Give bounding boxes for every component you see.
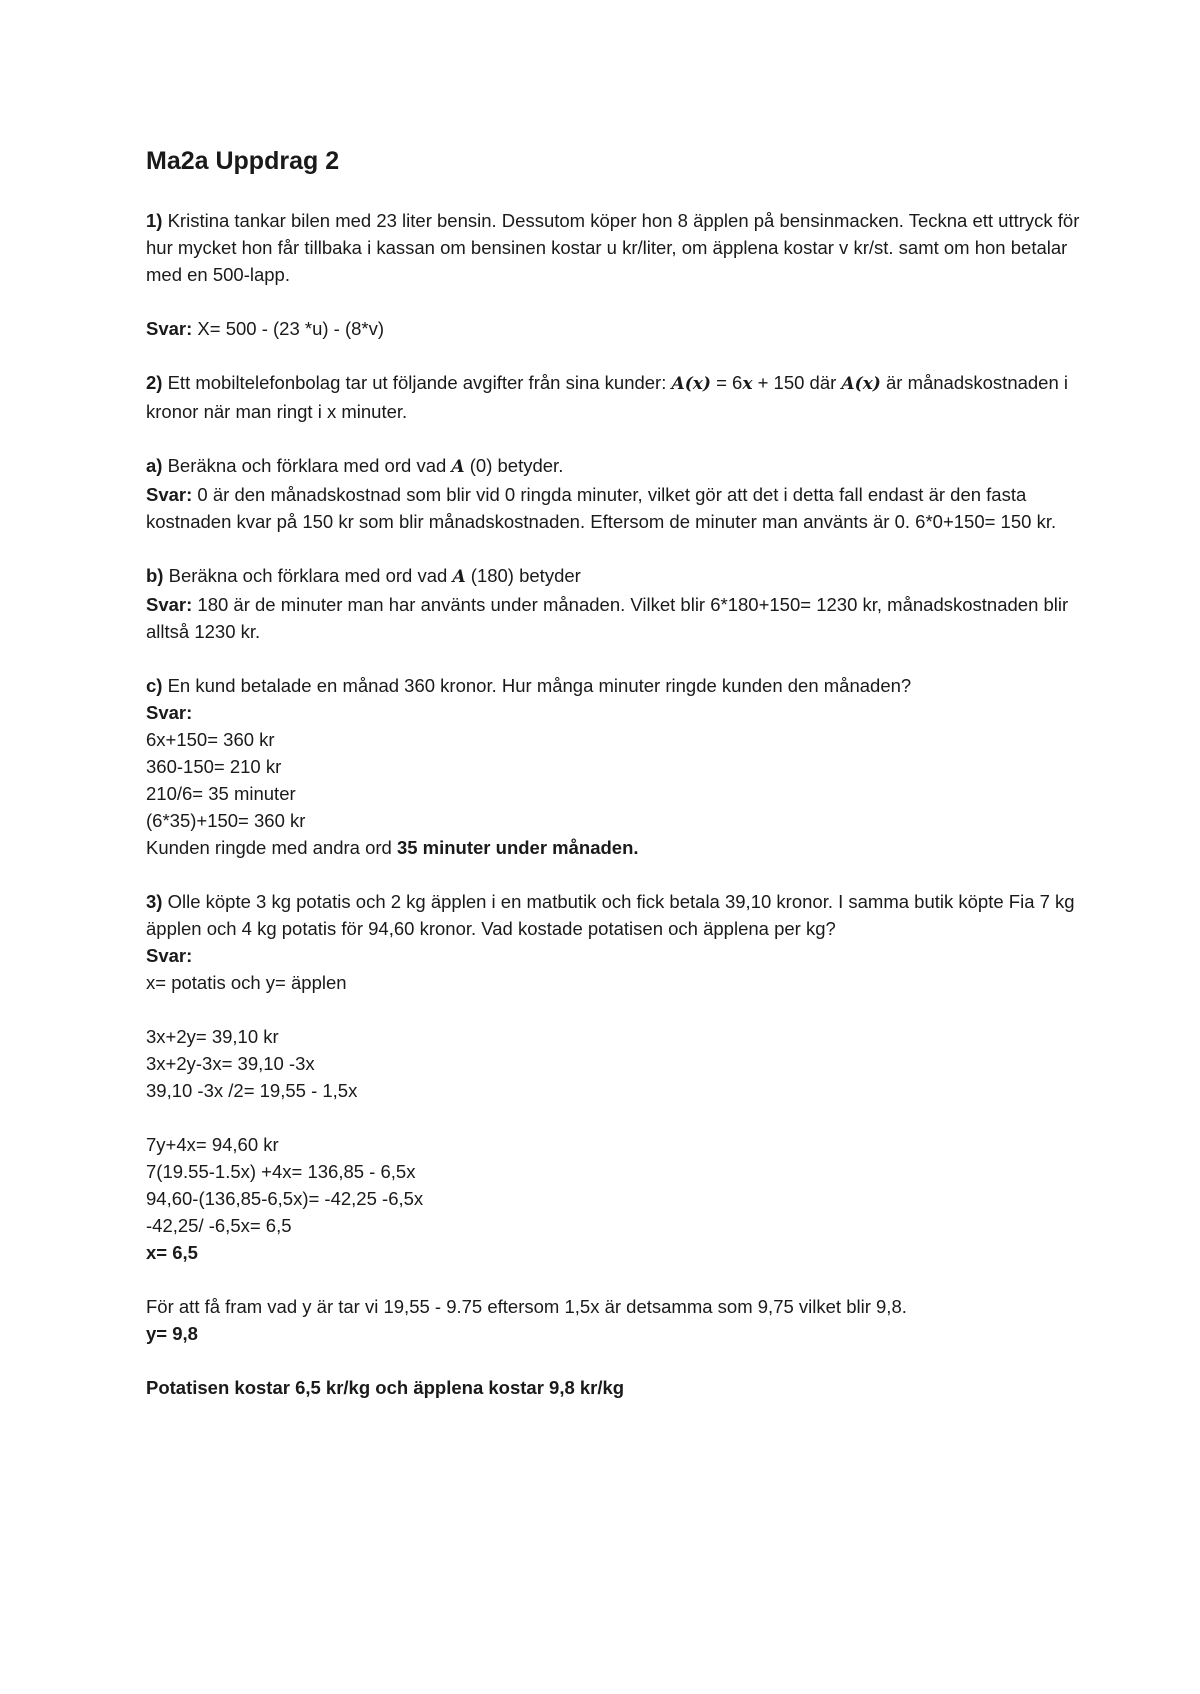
question-2-text-d: är månadskostnaden i kronor när man ringt i x minuter. <box>146 372 1069 422</box>
question-2c-number: c) <box>146 675 163 696</box>
answer-2a-label: Svar: <box>146 484 193 505</box>
answer-1 <box>146 315 1086 342</box>
calc-line: 3x+2y-3x= 39,10 -3x <box>146 1053 315 1074</box>
answer-2b <box>146 591 1086 645</box>
calc-line: (6*35)+150= 360 kr <box>146 810 306 831</box>
question-2-text-c: + 150 där <box>752 372 842 393</box>
answer-3-label-text: Svar: <box>146 945 193 966</box>
calc-line: 3x+2y= 39,10 kr <box>146 1026 279 1047</box>
answer-2a-text: 0 är den månadskostnad som blir vid 0 ringda minuter, vilket gör att det i detta fall endast är den fasta kostnaden kvar på 150 kr som blir månadskostnaden. Eftersom de minuter man använts är 0. 6*0+150= 150 kr. <box>146 484 1057 532</box>
math-function-a-2b: A <box>452 567 466 587</box>
calc-line: 7y+4x= 94,60 kr <box>146 1134 279 1155</box>
y-explanation: För att få fram vad y är tar vi 19,55 - 9.75 eftersom 1,5x är detsamma som 9,75 vilket blir 9,8. <box>146 1296 907 1317</box>
calc-line: 7(19.55-1.5x) +4x= 136,85 - 6,5x <box>146 1161 416 1182</box>
question-1 <box>146 207 1086 288</box>
question-1-text: Kristina tankar bilen med 23 liter bensin. Dessutom köper hon 8 äpplen på bensinmacken. Teckna ett uttryck för hur mycket hon får tillbaka i kassan om bensinen kostar u kr/liter, om äpplena kostar v kr/st. samt om hon betalar med en 500-lapp. <box>146 210 1080 285</box>
question-2a-number: a) <box>146 455 163 476</box>
calc-line: 360-150= 210 kr <box>146 756 282 777</box>
question-2c <box>146 672 1086 699</box>
question-1-number: 1) <box>146 210 163 231</box>
document-content <box>146 145 1086 1401</box>
question-2-text-a: Ett mobiltelefonbolag tar ut följande avgifter från sina kunder: <box>162 372 672 393</box>
variable-definition: x= potatis och y= äpplen <box>146 972 347 993</box>
calc-line: 94,60-(136,85-6,5x)= -42,25 -6,5x <box>146 1188 424 1209</box>
y-result <box>146 1320 1086 1347</box>
answer-3-label <box>146 942 1086 969</box>
answer-2b-label: Svar: <box>146 594 193 615</box>
answer-2c-conclusion <box>146 834 1086 861</box>
final-answer <box>146 1374 1086 1401</box>
math-function-a-2a: A <box>451 457 465 477</box>
answer-2c-label-text: Svar: <box>146 702 193 723</box>
calc-line: 6x+150= 360 kr <box>146 729 275 750</box>
answer-1-text: X= 500 - (23 *u) - (8*v) <box>192 318 385 339</box>
math-variable-x: x <box>742 374 753 394</box>
question-2b-text-b: (180) betyder <box>465 565 581 586</box>
calc-line: -42,25/ -6,5x= 6,5 <box>146 1215 292 1236</box>
question-3 <box>146 888 1086 942</box>
answer-1-label: Svar: <box>146 318 193 339</box>
calc-line: 210/6= 35 minuter <box>146 783 296 804</box>
answer-2c-label <box>146 699 1086 726</box>
question-2c-text: En kund betalade en månad 360 kronor. Hur många minuter ringde kunden den månaden? <box>162 675 912 696</box>
y-result-text: y= 9,8 <box>146 1323 198 1344</box>
question-2a-text-a: Beräkna och förklara med ord vad <box>162 455 452 476</box>
page-title: Ma2a Uppdrag 2 <box>146 147 340 175</box>
question-2-number: 2) <box>146 372 163 393</box>
calc-line: 39,10 -3x /2= 19,55 - 1,5x <box>146 1080 358 1101</box>
question-2-text-b: = 6 <box>710 372 743 393</box>
question-2b <box>146 562 1086 591</box>
question-2 <box>146 369 1086 425</box>
x-result <box>146 1239 1086 1266</box>
conclusion-bold: 35 minuter under månaden. <box>396 837 639 858</box>
math-function-a-2: A(x) <box>841 374 881 394</box>
answer-2a <box>146 481 1086 535</box>
conclusion-text: Kunden ringde med andra ord <box>146 837 397 858</box>
final-answer-text: Potatisen kostar 6,5 kr/kg och äpplena kostar 9,8 kr/kg <box>146 1377 625 1398</box>
x-result-text: x= 6,5 <box>146 1242 198 1263</box>
question-3-number: 3) <box>146 891 163 912</box>
question-2b-text-a: Beräkna och förklara med ord vad <box>163 565 453 586</box>
math-function-a: A(x) <box>671 374 711 394</box>
question-2a <box>146 452 1086 481</box>
question-3-text: Olle köpte 3 kg potatis och 2 kg äpplen i en matbutik och fick betala 39,10 kronor. I samma butik köpte Fia 7 kg äpplen och 4 kg potatis för 94,60 kronor. Vad kostade potatisen och äpplena per kg? <box>146 891 1075 939</box>
question-2b-number: b) <box>146 565 164 586</box>
answer-2b-text: 180 är de minuter man har använts under månaden. Vilket blir 6*180+150= 1230 kr, månadskostnaden blir alltså 1230 kr. <box>146 594 1069 642</box>
question-2a-text-b: (0) betyder. <box>464 455 564 476</box>
